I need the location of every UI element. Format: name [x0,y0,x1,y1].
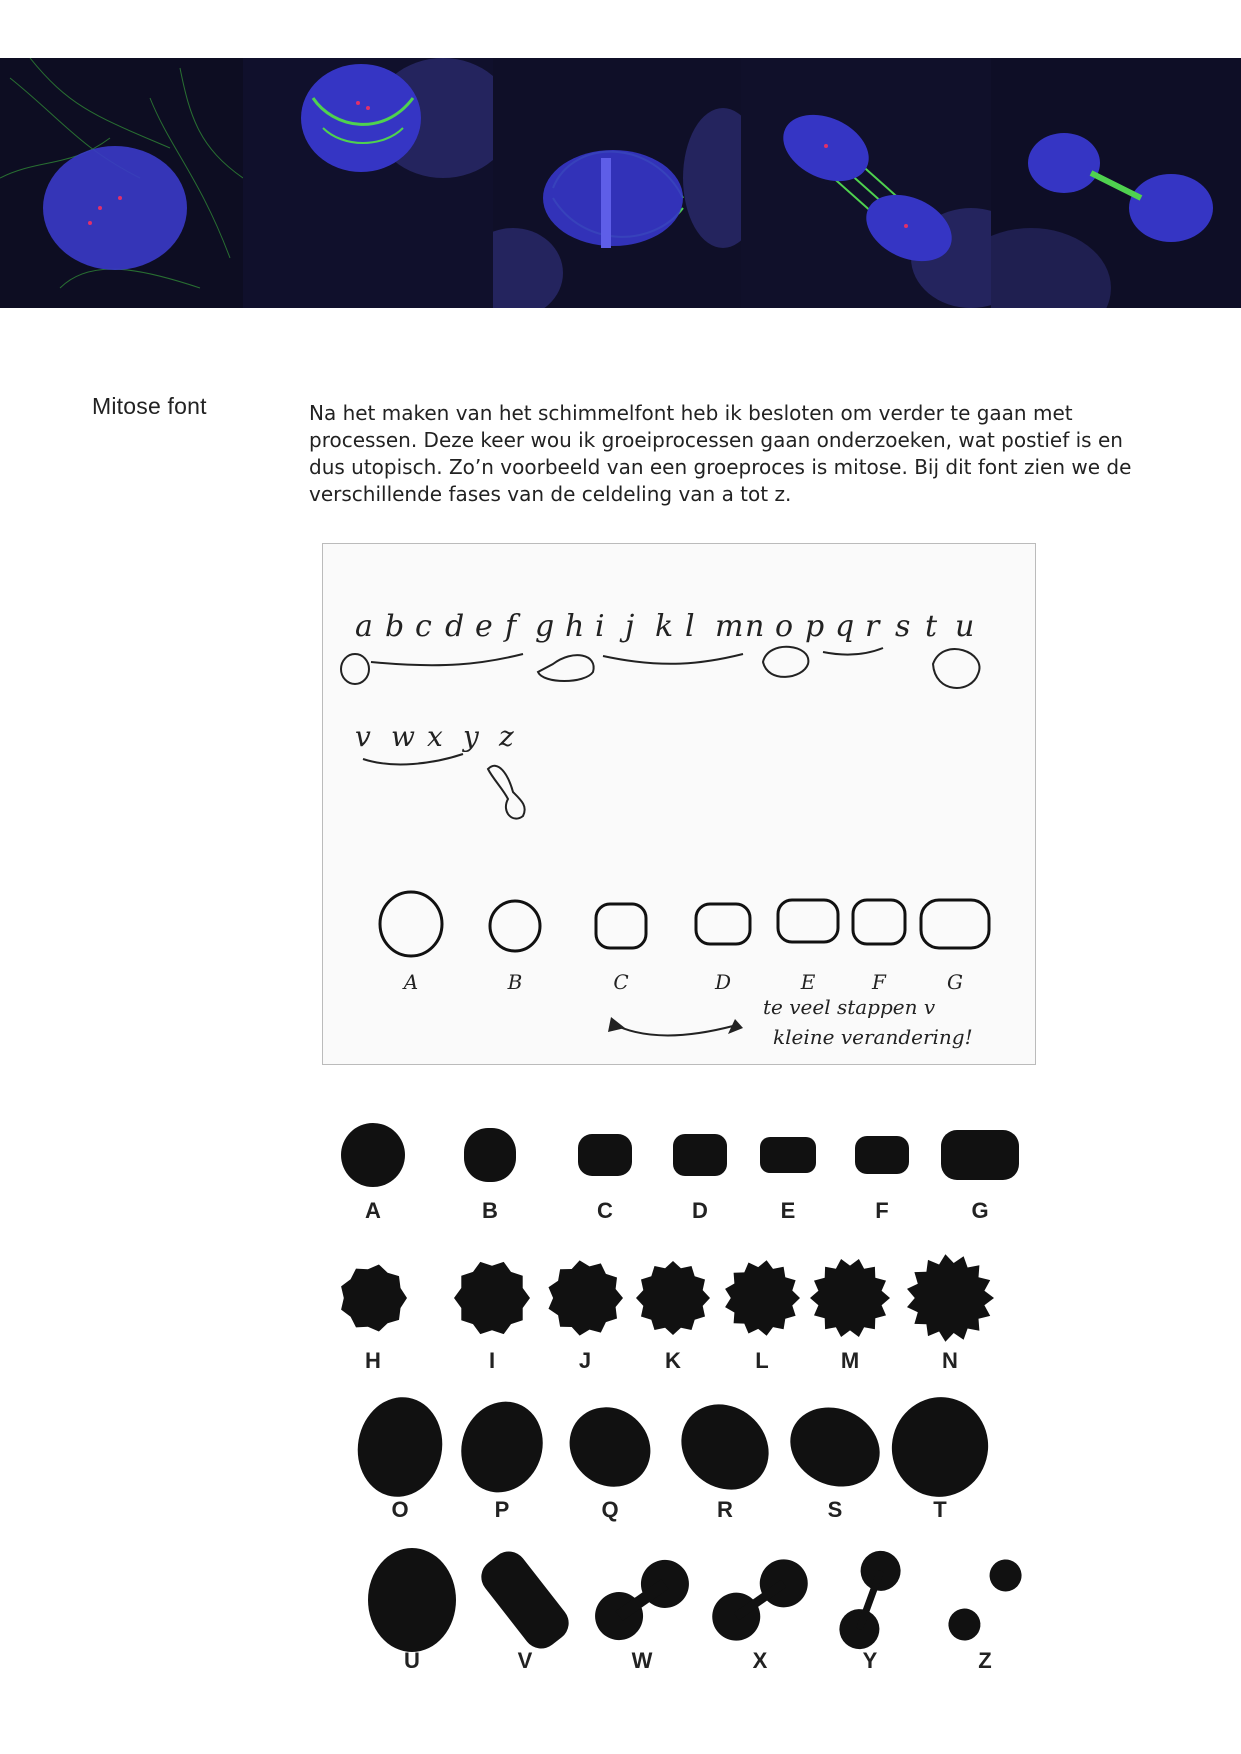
glyph-shape-b [464,1128,516,1182]
glyph-label-h: H [365,1348,381,1373]
glyph-x [703,1550,817,1673]
sketch-letter-h: h [565,609,585,644]
glyph-shape-k [636,1261,710,1335]
glyph-label-c: C [597,1198,613,1223]
sketch-photo [322,543,1036,1065]
sketch-letter-d: d [445,609,465,644]
glyph-a [341,1123,405,1223]
glyph-shape-l [725,1260,800,1335]
intro-paragraph: Na het maken van het schimmelfont heb ik besloten om verder te gaan met processen. Deze keer wou ik groeiprocessen gaan onderzoeken, wat postief is en dus utopisch. Zo’n voorbeeld van een groeproces is mitose. Bij dit font zien we de verschillende fases van de celdeling van a tot z. [309,401,1132,506]
sketch-letter-i: i [595,609,605,644]
sketch-letter-y: y [463,720,479,753]
glyph-o [350,1390,450,1522]
glyph-label-o: O [391,1497,409,1522]
glyph-shape-u [368,1548,456,1652]
glyph-p [449,1390,556,1522]
glyph-z [942,1553,1028,1673]
banner-panel-prophase [243,58,493,308]
glyph-shape-t [881,1386,1000,1507]
glyph-k [636,1261,710,1373]
glyph-shape-m [810,1259,890,1337]
glyph-t [881,1386,1000,1522]
glyph-y [834,1545,906,1673]
sketch-cell-label-A: A [403,970,419,994]
sketch-letter-f: f [505,609,517,644]
sketch-letter-v: v [355,720,371,753]
sketch-cell-label-F: F [872,970,886,994]
glyph-shape-r [664,1387,786,1507]
glyph-shape-q [553,1391,666,1503]
glyph-label-g: G [971,1198,989,1223]
sketch-letter-x: x [427,720,443,753]
glyph-m [810,1259,890,1373]
glyph-u [368,1548,456,1673]
glyph-shape-e [760,1137,816,1173]
sketch-letter-k: k [655,609,674,644]
glyph-label-m: M [840,1348,860,1373]
glyph-label-s: S [827,1497,843,1522]
glyph-label-q: Q [601,1497,619,1522]
sketch-letter-m: m [715,609,744,644]
glyph-label-r: R [717,1497,733,1522]
sketch-letter-j: j [625,609,635,644]
glyph-shape-z [942,1553,1028,1647]
glyph-label-z: Z [978,1648,992,1673]
glyph-g [941,1130,1019,1223]
sketch-letter-l: l [685,609,695,644]
mitosis-font-specimen [330,1110,1030,1690]
sketch-cell-label-G: G [947,970,963,994]
sketch-note-line2: kleine verandering! [773,1025,973,1049]
glyph-label-b: B [482,1198,498,1223]
glyph-f [855,1136,909,1223]
glyph-shape-o [350,1390,450,1503]
glyph-label-i: I [488,1348,496,1373]
glyph-j [549,1260,624,1373]
glyph-c [578,1134,632,1223]
glyph-label-t: T [933,1497,947,1522]
glyph-label-e: E [780,1198,796,1223]
sketch-cell-label-E: E [800,970,816,994]
sketch-letter-w: w [391,720,415,753]
glyph-label-n: N [942,1348,958,1373]
glyph-label-k: K [665,1348,681,1373]
banner-panel-interphase [0,58,243,308]
sketch-cell-label-D: D [714,970,732,994]
sketch-letter-g: g [535,609,555,644]
glyph-shape-f [855,1136,909,1174]
banner-panel-telophase [991,58,1241,308]
sketch-letter-a: a [355,609,373,644]
glyph-h [341,1265,407,1374]
glyph-label-y: Y [862,1648,878,1673]
glyph-shape-h [341,1265,407,1332]
glyph-v [474,1544,576,1673]
glyph-d [673,1134,727,1223]
sketch-letter-n: n [745,609,765,644]
sketch-letter-c: c [415,609,432,644]
glyph-q [553,1391,666,1522]
glyph-shape-j [549,1260,624,1335]
sketch-cell-label-B: B [507,970,523,994]
sketch-letter-e: e [475,609,493,644]
sketch-note-line1: te veel stappen v [763,995,936,1019]
sketch-letter-u: u [955,609,975,644]
glyph-shape-w [586,1551,699,1650]
sketch-cell-label-C: C [613,970,629,994]
glyph-r [664,1387,786,1522]
glyph-e [760,1137,816,1223]
sketch-letter-b: b [385,609,405,644]
glyph-shape-y [834,1545,906,1655]
sketch-letter-z: z [499,720,514,753]
sketch-letter-p: p [805,609,825,644]
glyph-shape-a [341,1123,405,1187]
glyph-label-a: A [365,1198,381,1223]
glyph-shape-x [703,1550,817,1650]
sketch-letter-s: s [895,609,911,644]
sketch-letter-r: r [865,609,880,644]
page-title: Mitose font [92,393,207,419]
glyph-shape-c [578,1134,632,1176]
glyph-shape-i [454,1262,530,1334]
glyph-l [725,1260,800,1373]
glyph-shape-n [907,1254,994,1342]
glyph-label-p: P [494,1497,510,1522]
glyph-label-w: W [631,1648,653,1673]
glyph-i [454,1262,530,1373]
sketch-letter-q: q [835,609,855,644]
glyph-n [907,1254,994,1373]
glyph-label-x: X [752,1648,768,1673]
glyph-label-l: L [755,1348,769,1373]
sketch-letter-t: t [925,609,938,644]
glyph-label-j: J [578,1348,592,1373]
glyph-label-f: F [875,1198,889,1223]
glyph-shape-v [474,1544,576,1656]
glyph-label-v: V [517,1648,533,1673]
glyph-shape-d [673,1134,727,1176]
glyph-w [586,1551,699,1673]
glyph-shape-p [449,1390,556,1504]
glyph-shape-g [941,1130,1019,1180]
glyph-shape-s [777,1393,892,1501]
sketch-letter-o: o [775,609,794,644]
glyph-b [464,1128,516,1223]
glyph-label-d: D [692,1198,708,1223]
glyph-label-u: U [404,1648,420,1673]
glyph-s [777,1393,892,1522]
mitosis-microscopy-banner [0,58,1241,308]
banner-panel-anaphase [741,58,991,308]
banner-panel-metaphase [493,58,741,308]
